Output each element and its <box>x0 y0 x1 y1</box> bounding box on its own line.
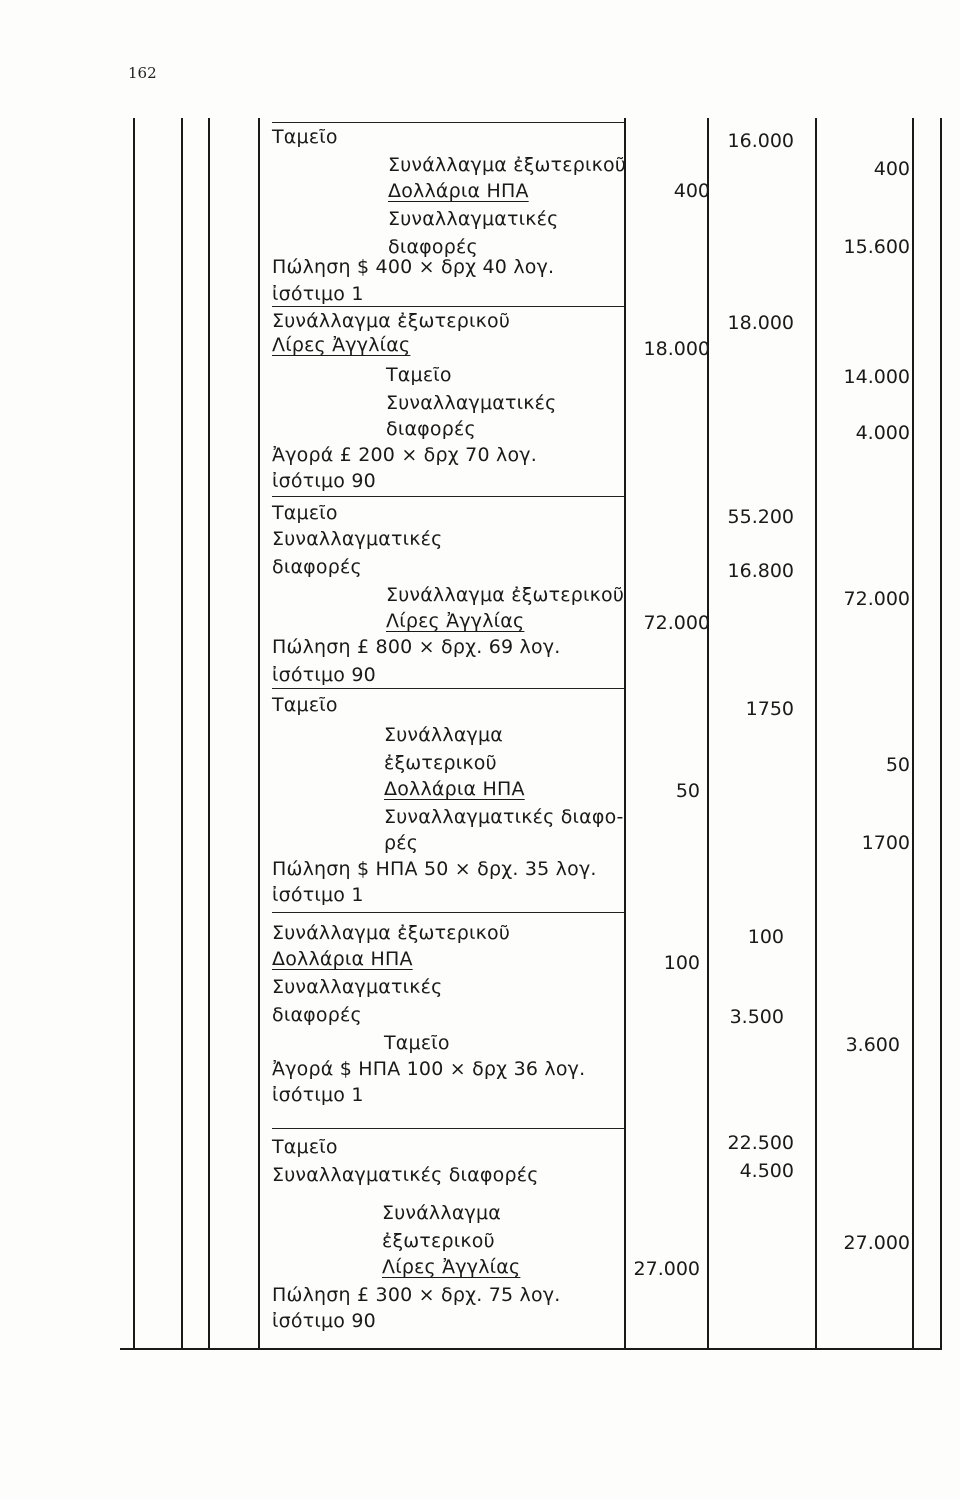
entry-narration: Πώληση $ ΗΠΑ 50 × δρχ. 35 λογ. <box>272 858 597 880</box>
amount: 1750 <box>745 698 794 720</box>
account-line: Συνάλλαγμα ἐξωτερικοῦ <box>386 584 625 606</box>
account-line: διαφορές <box>388 236 478 258</box>
account-line: Λίρες Ἀγγλίας <box>382 1256 521 1278</box>
account-line: Ταμεῖο <box>272 126 338 148</box>
entry-narration: ἰσότιμο 90 <box>272 470 376 492</box>
ledger-rule <box>181 118 183 1350</box>
entry-rule <box>272 912 624 913</box>
account-line: Ταμεῖο <box>272 1136 338 1158</box>
amount: 1700 <box>861 832 910 854</box>
account-line: Συναλλαγματικές διαφο- <box>384 806 624 828</box>
amount: 4.000 <box>855 422 910 444</box>
amount: 400 <box>673 180 710 202</box>
account-line: Δολλάρια ΗΠΑ <box>388 180 529 202</box>
entry-narration: Πώληση £ 800 × δρχ. 69 λογ. <box>272 636 561 658</box>
ledger-rule <box>208 118 210 1350</box>
amount: 16.000 <box>727 130 794 152</box>
entry-rule <box>272 496 624 497</box>
account-line: ἐξωτερικοῦ <box>384 752 497 774</box>
account-line: Συνάλλαγμα <box>384 724 504 746</box>
account-line: διαφορές <box>272 556 362 578</box>
ledger-rule <box>940 118 942 1350</box>
account-line: διαφορές <box>386 418 476 440</box>
account-line: Ταμεῖο <box>384 1032 450 1054</box>
account-line: Συνάλλαγμα <box>382 1202 502 1224</box>
amount: 4.500 <box>739 1160 794 1182</box>
account-line: Συναλλαγματικές <box>388 208 559 230</box>
account-line: Συνάλλαγμα ἐξωτερικοῦ <box>272 310 511 332</box>
account-line: Ταμεῖο <box>386 364 452 386</box>
account-line: Συναλλαγματικές διαφορές <box>272 1164 539 1186</box>
amount: 16.800 <box>727 560 794 582</box>
account-line: διαφορές <box>272 1004 362 1026</box>
ledger-bottom-rule <box>120 1348 942 1350</box>
entry-narration: Ἀγορά £ 200 × δρχ 70 λογ. <box>272 444 537 466</box>
account-line: Ταμεῖο <box>272 694 338 716</box>
account-line: Δολλάρια ΗΠΑ <box>272 948 413 970</box>
entry-narration: Πώληση $ 400 × δρχ 40 λογ. <box>272 256 555 278</box>
amount: 72.000 <box>843 588 910 610</box>
account-line: Δολλάρια ΗΠΑ <box>384 778 525 800</box>
ledger-rule <box>707 118 709 1350</box>
amount: 400 <box>873 158 910 180</box>
entry-narration: ἰσότιμο 1 <box>272 1084 364 1106</box>
amount: 18.000 <box>643 338 710 360</box>
amount: 15.600 <box>843 236 910 258</box>
amount: 50 <box>885 754 910 776</box>
amount: 3.600 <box>845 1034 900 1056</box>
ledger-rule <box>624 118 626 1350</box>
ledger-rule <box>133 118 135 1350</box>
ledger-rule <box>912 118 914 1350</box>
entry-rule <box>272 688 624 689</box>
account-line: Συνάλλαγμα ἐξωτερικοῦ <box>388 154 627 176</box>
entry-narration: Πώληση £ 300 × δρχ. 75 λογ. <box>272 1284 561 1306</box>
account-line: Συναλλαγματικές <box>272 976 443 998</box>
ledger-rule <box>258 118 260 1350</box>
amount: 3.500 <box>729 1006 784 1028</box>
account-line: Συνάλλαγμα ἐξωτερικοῦ <box>272 922 511 944</box>
entry-narration: Ἀγορά $ ΗΠΑ 100 × δρχ 36 λογ. <box>272 1058 586 1080</box>
amount: 100 <box>663 952 700 974</box>
amount: 72.000 <box>643 612 710 634</box>
entry-rule <box>272 306 624 307</box>
entry-narration: ἰσότιμο 1 <box>272 283 364 305</box>
amount: 22.500 <box>727 1132 794 1154</box>
account-line: ἐξωτερικοῦ <box>382 1230 495 1252</box>
ledger-rule <box>815 118 817 1350</box>
amount: 14.000 <box>843 366 910 388</box>
amount: 100 <box>747 926 784 948</box>
account-line: Λίρες Ἀγγλίας <box>386 610 525 632</box>
amount: 50 <box>675 780 700 802</box>
amount: 27.000 <box>633 1258 700 1280</box>
entry-narration: ἰσότιμο 90 <box>272 664 376 686</box>
account-line: ρές <box>384 832 419 854</box>
amount: 27.000 <box>843 1232 910 1254</box>
amount: 18.000 <box>727 312 794 334</box>
amount: 55.200 <box>727 506 794 528</box>
page-number: 162 <box>128 64 157 82</box>
account-line: Συναλλαγματικές <box>272 528 443 550</box>
entry-narration: ἰσότιμο 1 <box>272 884 364 906</box>
entry-narration: ἰσότιμο 90 <box>272 1310 376 1332</box>
entry-rule <box>272 1128 624 1129</box>
account-line: Λίρες Ἀγγλίας <box>272 334 411 356</box>
entry-rule <box>272 122 624 123</box>
account-line: Ταμεῖο <box>272 502 338 524</box>
account-line: Συναλλαγματικές <box>386 392 557 414</box>
